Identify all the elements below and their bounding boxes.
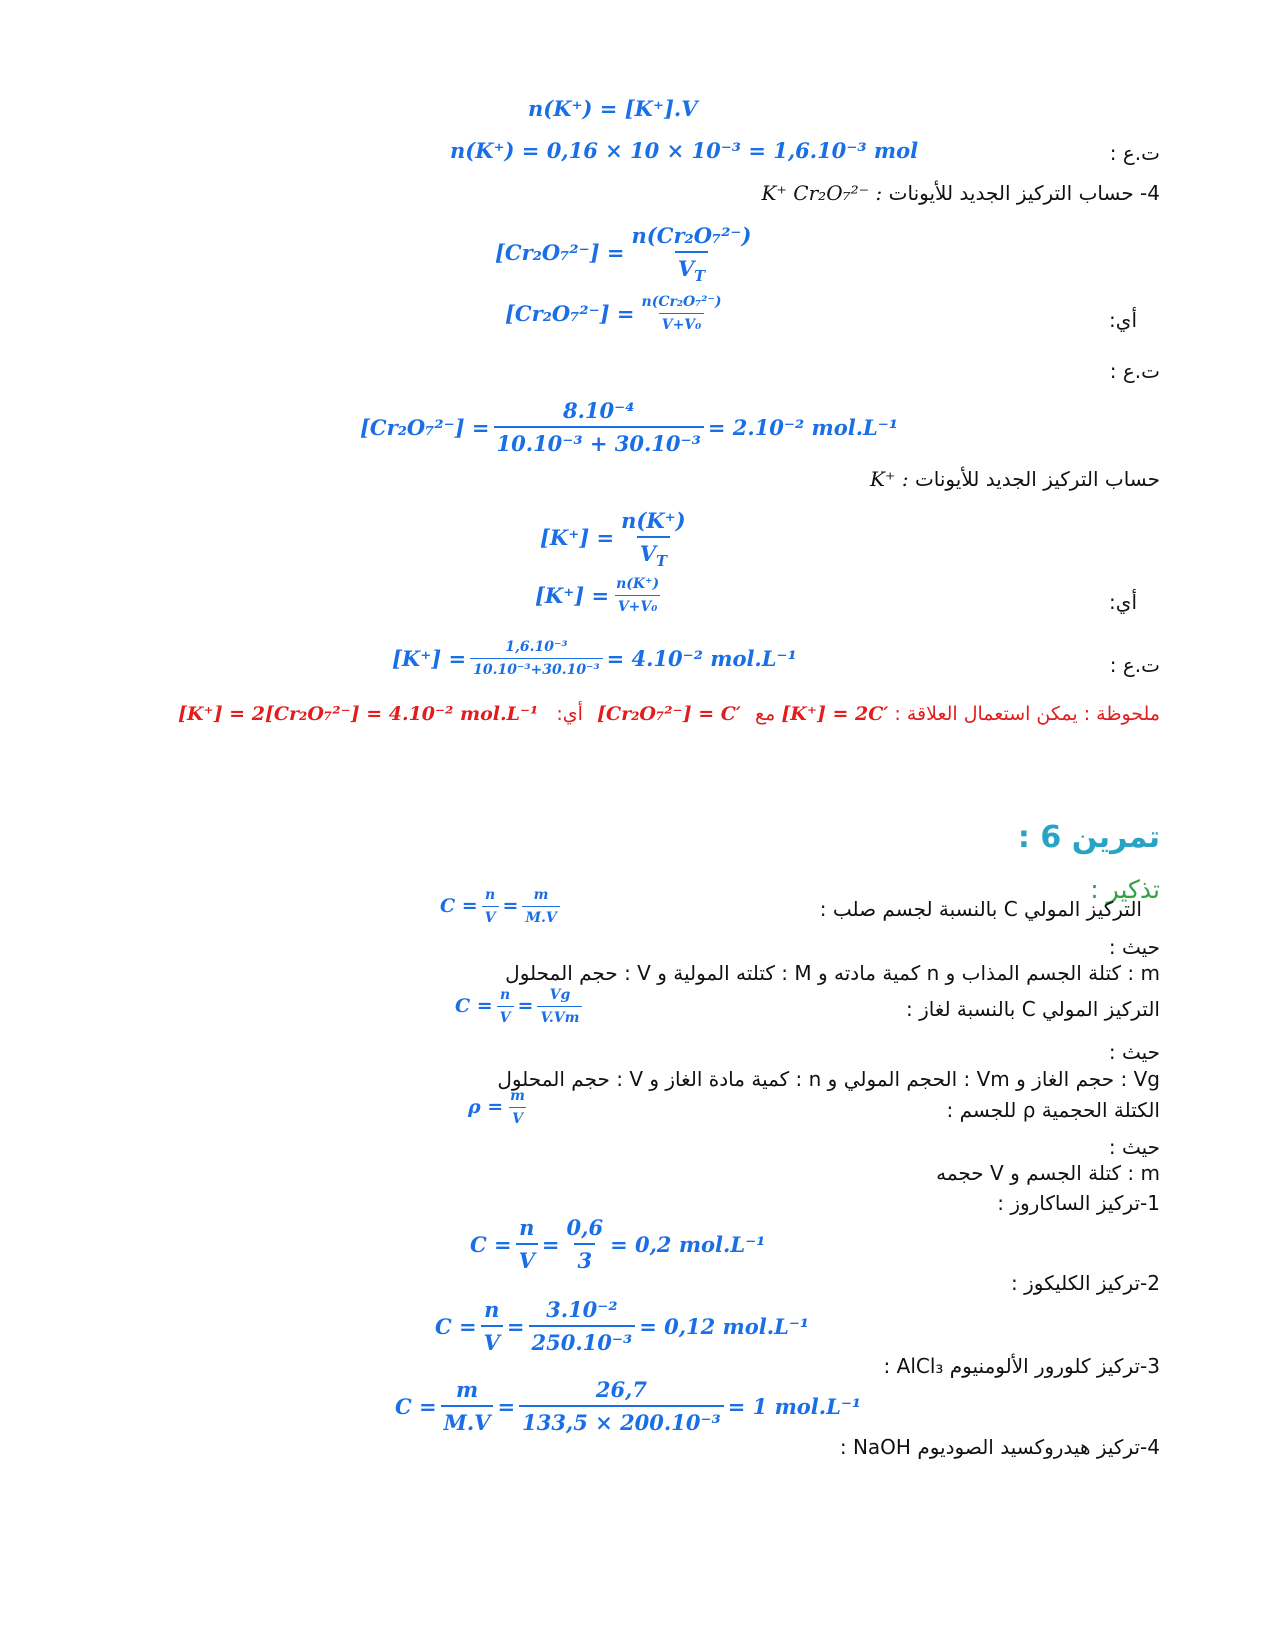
eq-k-vtotal: [535, 575, 666, 616]
eq-k-def-num: n(K⁺): [621, 508, 686, 533]
eq-sucrose-frac-1: $\frac{n}{V}$: [516, 1214, 538, 1275]
eq-k-calc-num: 1,6.10⁻³: [505, 639, 568, 655]
eq-glucose-frac-2: $\frac{\text{3.10⁻²}}{\text{250.10⁻³}}$: [529, 1296, 636, 1357]
eq-k-vtotal-lhs: [K⁺] =: [535, 583, 610, 609]
eq-k-def: [540, 507, 693, 571]
eq-k-def-lhs: [K⁺] =: [540, 524, 615, 550]
eq-glucose-result: = 0,12 mol.L⁻¹: [639, 1313, 810, 1339]
eq-cr-calc-frac: [494, 397, 704, 458]
eq-solid-concentration: C = $\frac{n}{V}$ = $\frac{m}{M.V}$: [440, 886, 564, 927]
question-2-glucose: 2-تركيز الكليكوز :: [1011, 1271, 1160, 1295]
solid-definitions: m : كتلة الجسم المذاب و n كمية مادته و M : كتلته المولية و V : حجم المحلول: [505, 961, 1160, 985]
eq-alcl3-result: = 1 mol.L⁻¹: [727, 1393, 862, 1419]
eq-sucrose: C = $\frac{n}{V}$ = $\frac{0,6}{3}$ = 0,2 mol.L⁻¹: [470, 1215, 766, 1274]
note-relation-1: [K⁺] = 2C′: [781, 703, 889, 725]
eq-k-def-frac: [618, 507, 688, 571]
gas-concentration-text: التركيز المولي C بالنسبة لغاز :: [905, 997, 1160, 1021]
eq-glucose: C = $\frac{n}{V}$ = $\frac{\text{3.10⁻²}}{\text{250.10⁻³}}$ = 0,12 mol.L⁻¹: [435, 1297, 810, 1356]
eq-cr-vtotal-lhs: [Cr₂O₇²⁻] =: [505, 301, 635, 327]
eq-density: [468, 1087, 532, 1128]
where-2: حيث :: [1108, 1040, 1160, 1064]
label-ta-1: ت.ع :: [1109, 141, 1160, 165]
question-3-alcl3: 3-تركيز كلورور الألومنيوم AlCl₃ :: [883, 1354, 1160, 1378]
eq-k-def-den: $V_T$: [637, 536, 670, 567]
eq-solid-frac-1: $\frac{n}{V}$: [482, 886, 499, 927]
where-3: حيث :: [1108, 1135, 1160, 1159]
eq-cr-calc-lhs: [Cr₂O₇²⁻] =: [360, 414, 490, 440]
eq-k-vtotal-num: n(K⁺): [616, 576, 660, 592]
where-1: حيث :: [1108, 935, 1160, 959]
question-1-sucrose: 1-تركيز الساكاروز :: [997, 1191, 1160, 1215]
eq-cr-calc-num: 8.10⁻⁴: [562, 398, 635, 423]
section-k-heading: [870, 466, 1160, 492]
reminder-heading: تذكير :: [1090, 875, 1160, 904]
eq-k-vtotal-frac: [613, 575, 662, 616]
note-text: ملحوظة : يمكن استعمال العلاقة :: [894, 703, 1160, 725]
eq-alcl3: C = $\frac{m}{M.V}$ = $\frac{26,7}{\text{133,5 × 200.10⁻³}}$ = 1 mol.L⁻¹: [395, 1377, 862, 1436]
eq-gas-concentration: C = $\frac{n}{V}$ = $\frac{Vg}{V.Vm}$: [455, 986, 586, 1027]
eq-cr-def-lhs: [Cr₂O₇²⁻] =: [495, 239, 625, 265]
eq-cr-def-frac: [629, 222, 755, 286]
eq-cr-calc: [360, 397, 898, 458]
eq-gas-frac-2: $\frac{Vg}{V.Vm}$: [537, 986, 582, 1027]
eq-density-frac: $\frac{m}{V}$: [510, 1088, 525, 1128]
eq-gas-lhs: C =: [455, 995, 493, 1018]
eq-cr-vtotal-den: V+V₀: [659, 313, 705, 334]
eq-cr-def: [495, 222, 758, 286]
density-definitions: m : كتلة الجسم و V حجمه: [936, 1161, 1160, 1185]
gas-definitions: Vg : حجم الغاز و Vm : الحجم المولي و n : كمية مادة الغاز و V : حجم المحلول: [497, 1067, 1160, 1091]
eq-solid-lhs: C =: [440, 895, 478, 918]
eq-sucrose-result: = 0,2 mol.L⁻¹: [610, 1231, 766, 1257]
eq-cr-calc-result: = 2.10⁻² mol.L⁻¹: [707, 414, 899, 440]
eq-k-calc-den: 10.10⁻³+30.10⁻³: [470, 658, 602, 679]
eq-sucrose-frac-2: $\frac{0,6}{3}$: [566, 1215, 604, 1274]
note-result: [K⁺] = 2[Cr₂O₇²⁻] = 4.10⁻² mol.L⁻¹: [178, 703, 539, 725]
eq-gas-frac-1: $\frac{n}{V}$: [497, 986, 514, 1027]
eq-k-calc: [392, 638, 797, 679]
eq-cr-calc-den: 10.10⁻³ + 30.10⁻³: [494, 426, 704, 457]
eq-cr-vtotal-num: n(Cr₂O₇²⁻): [641, 294, 722, 310]
eq-k-vtotal-den: V+V₀: [615, 595, 661, 616]
eq-k-calc-result: = 4.10⁻² mol.L⁻¹: [606, 646, 797, 672]
eq-nK-def: n(K⁺) = [K⁺].V: [528, 96, 698, 121]
eq-cr-def-num: n(Cr₂O₇²⁻): [631, 223, 752, 248]
exercise-6-title: تمرين 6 :: [1017, 820, 1160, 855]
eq-alcl3-frac-2: $\frac{26,7}{\text{133,5 × 200.10⁻³}}$: [519, 1376, 724, 1437]
note-relation-2: [Cr₂O₇²⁻] = C′: [596, 703, 741, 725]
eq-cr-vtotal: [505, 293, 728, 334]
label-ay-2: أي:: [1109, 590, 1137, 614]
note-with: مع: [754, 703, 776, 725]
density-text: الكتلة الحجمية ρ للجسم :: [946, 1098, 1160, 1122]
label-ay-1: أي:: [1109, 308, 1137, 332]
eq-k-calc-lhs: [K⁺] =: [392, 646, 467, 672]
section-4-text: 4- حساب التركيز الجديد للأيونات: [888, 181, 1160, 205]
label-ta-3: ت.ع :: [1109, 653, 1160, 677]
eq-density-lhs: ρ =: [468, 1096, 504, 1119]
eq-nK-value: n(K⁺) = 0,16 × 10 × 10⁻³ = 1,6.10⁻³ mol: [450, 138, 919, 163]
note-line: [178, 702, 1160, 727]
eq-k-calc-frac: [470, 638, 602, 679]
section-4-ions: K⁺ Cr₂O₇²⁻ :: [761, 181, 883, 205]
eq-alcl3-frac-1: $\frac{m}{M.V}$: [441, 1376, 494, 1437]
eq-cr-vtotal-frac: [639, 293, 725, 334]
eq-glucose-frac-1: $\frac{n}{V}$: [481, 1296, 503, 1357]
section-4-heading: [761, 180, 1160, 206]
eq-solid-frac-2: $\frac{m}{M.V}$: [522, 886, 559, 927]
label-ta-2: ت.ع :: [1109, 359, 1160, 383]
question-4-naoh: 4-تركيز هيدروكسيد الصوديوم NaOH :: [839, 1435, 1160, 1459]
eq-cr-def-den: $V_T$: [675, 251, 708, 282]
section-k-ion: K⁺ :: [869, 467, 909, 491]
solid-concentration-text: التركيز المولي C بالنسبة لجسم صلب :: [819, 897, 1142, 921]
note-ay: أي:: [556, 703, 583, 725]
section-k-text: حساب التركيز الجديد للأيونات: [914, 467, 1160, 491]
